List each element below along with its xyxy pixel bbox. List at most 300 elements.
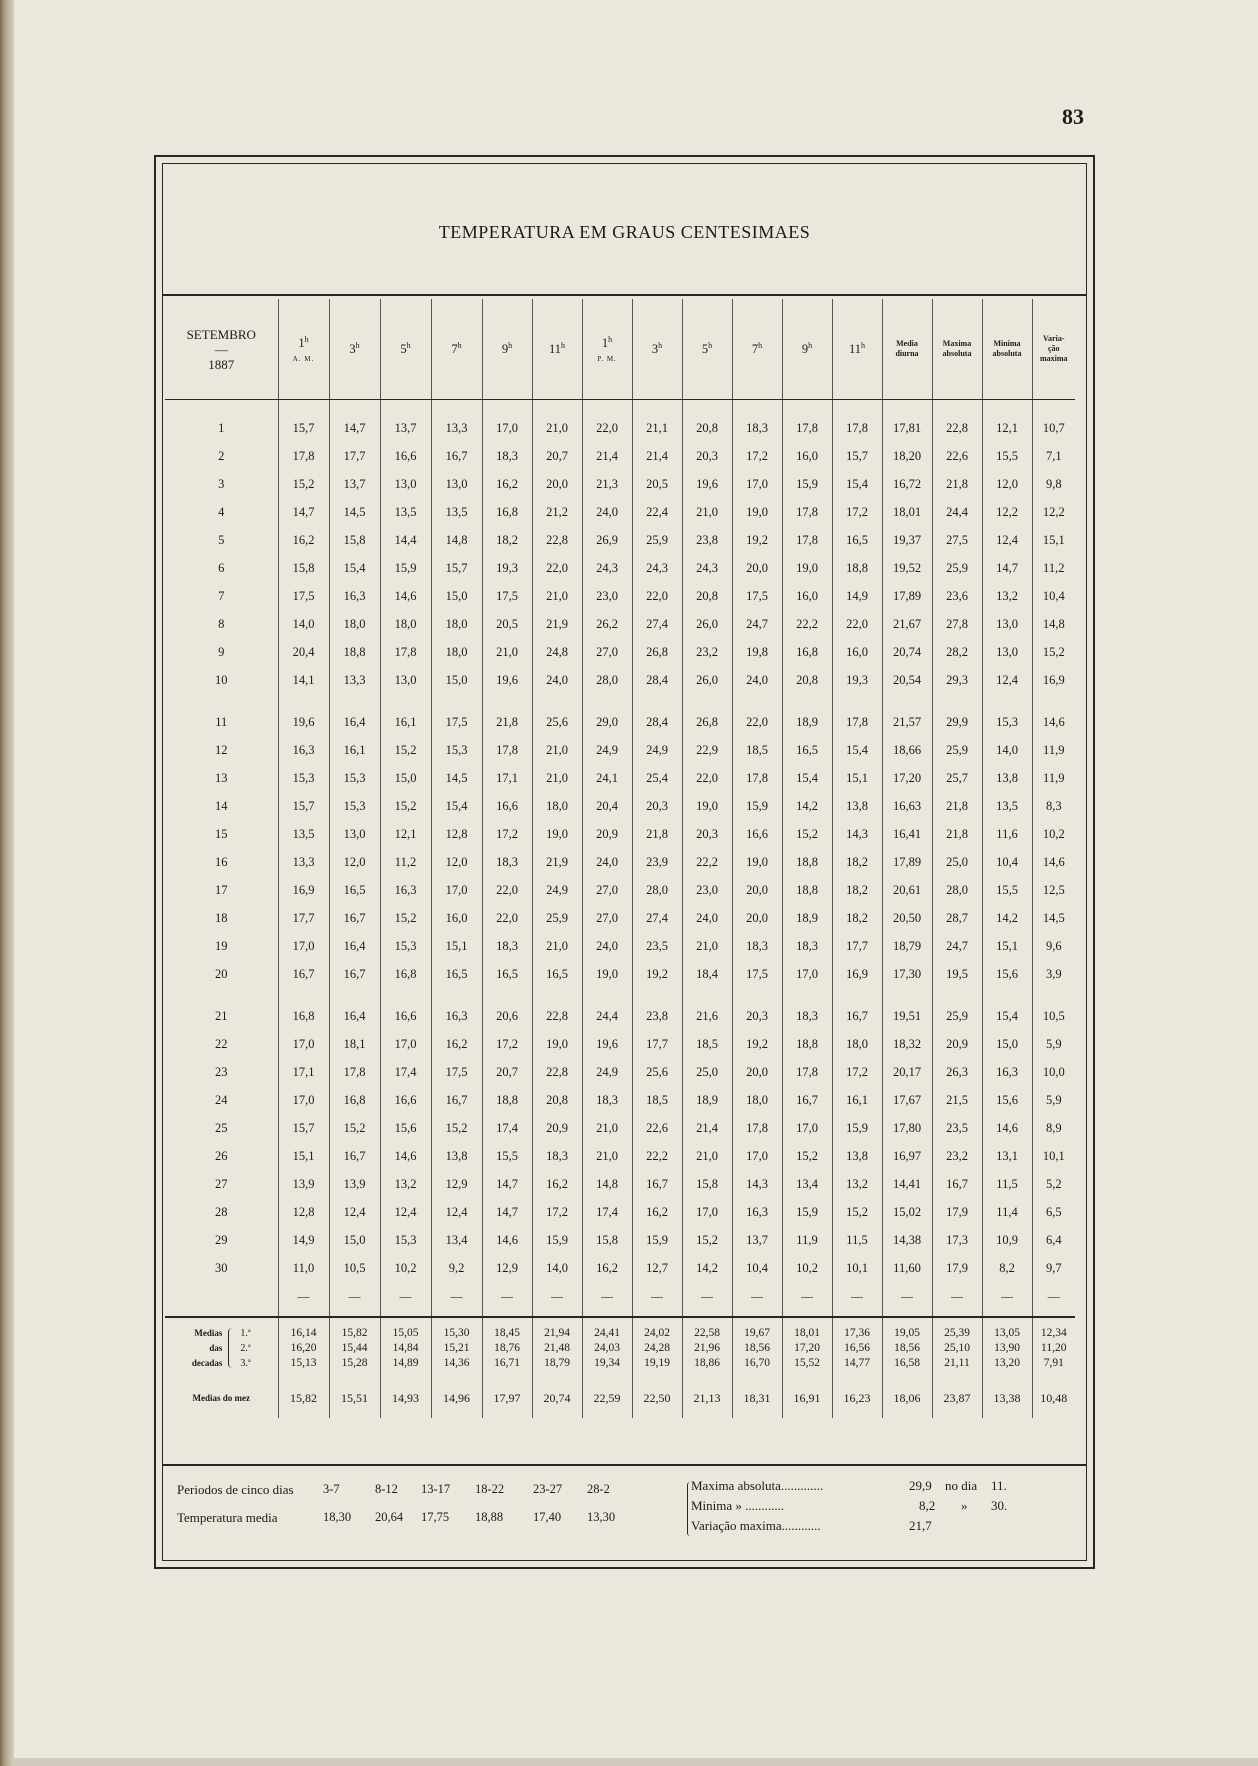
month-mean-value: 22,59 <box>582 1378 632 1418</box>
value-cell: 15,3 <box>431 736 482 764</box>
value-cell: 20,3 <box>632 792 682 820</box>
decade-values-cell <box>782 1317 832 1378</box>
decade-value: 11,20 <box>1041 1341 1067 1354</box>
value-cell: 17,0 <box>732 1142 782 1170</box>
value-cell: 13,5 <box>380 498 431 526</box>
dash-cell <box>165 1282 278 1310</box>
temperatura-media-value: 18,30 <box>323 1510 352 1524</box>
value-cell: 24,1 <box>582 764 632 792</box>
value-cell: 15,9 <box>782 470 832 498</box>
value-cell: 19,0 <box>782 554 832 582</box>
day-cell: 26 <box>215 1148 228 1163</box>
value-cell: 15,3 <box>329 792 380 820</box>
value-cell: 11,2 <box>380 848 431 876</box>
value-cell: 24,7 <box>732 610 782 638</box>
month-mean-value: 18,31 <box>732 1378 782 1418</box>
decades-label: decadas <box>191 1357 223 1368</box>
value-cell: 18,8 <box>782 876 832 904</box>
decade-value: 18,56 <box>894 1341 920 1354</box>
value-cell: 16,4 <box>329 708 380 736</box>
value-cell: 19,0 <box>732 848 782 876</box>
value-cell: 17,8 <box>732 1114 782 1142</box>
table-row <box>165 1226 1075 1254</box>
decade-value: 13,05 <box>994 1326 1020 1339</box>
media-header: Media diurna <box>882 299 932 400</box>
value-cell: 10,4 <box>732 1254 782 1282</box>
table-row <box>165 554 1075 582</box>
value-cell: 11,6 <box>982 820 1032 848</box>
value-cell: 14,2 <box>682 1254 732 1282</box>
value-cell: 15,2 <box>782 820 832 848</box>
value-cell: 18,4 <box>682 960 732 988</box>
temperatura-media-value: 20,64 <box>375 1510 404 1524</box>
value-cell: 19,2 <box>732 1030 782 1058</box>
value-cell: 20,7 <box>482 1058 532 1086</box>
decade-value: 19,19 <box>644 1356 670 1369</box>
hour-header: 11$^h$ <box>532 299 582 400</box>
dash-cell: — <box>732 1282 782 1310</box>
value-cell: 24,0 <box>582 498 632 526</box>
value-cell: 28,4 <box>632 708 682 736</box>
value-cell: 15,2 <box>682 1226 732 1254</box>
day-cell: 29 <box>215 1232 228 1247</box>
value-cell: 15,7 <box>832 442 882 470</box>
header-row <box>165 299 1075 400</box>
spacer-cell <box>982 400 1032 415</box>
decade-values-cell <box>278 1317 329 1378</box>
spacer-cell <box>532 988 582 1002</box>
value-cell: 17,8 <box>782 498 832 526</box>
decade-value: 15,44 <box>341 1341 368 1354</box>
value-cell: 3,9 <box>1032 960 1075 988</box>
value-cell: 16,8 <box>782 638 832 666</box>
value-cell: 21,0 <box>682 932 732 960</box>
value-cell: 18,2 <box>832 904 882 932</box>
month-mean-value: 16,91 <box>782 1378 832 1418</box>
value-cell: 17,2 <box>482 820 532 848</box>
hour-header: 3$^h$ <box>329 299 380 400</box>
separator-cell <box>732 1310 782 1317</box>
spacer-cell <box>482 400 532 415</box>
value-cell: 10,9 <box>982 1226 1032 1254</box>
value-cell: 17,2 <box>732 442 782 470</box>
value-cell: 15,4 <box>832 470 882 498</box>
value-cell: 19,0 <box>682 792 732 820</box>
value-cell: 17,5 <box>732 960 782 988</box>
decade-value: 22,58 <box>694 1326 720 1339</box>
value-cell: 13,2 <box>832 1170 882 1198</box>
value-cell: 21,1 <box>632 414 682 442</box>
value-cell: 21,5 <box>932 1086 982 1114</box>
value-cell: 13,2 <box>380 1170 431 1198</box>
decade-value: 21,96 <box>694 1341 720 1354</box>
value-cell: 17,7 <box>632 1030 682 1058</box>
periodo-value: 3-7 <box>323 1482 340 1496</box>
value-cell: 14,2 <box>782 792 832 820</box>
value-cell: 24,3 <box>632 554 682 582</box>
periodos-label: Periodos de cinco dias <box>177 1482 294 1497</box>
value-cell: 23,2 <box>682 638 732 666</box>
temperature-table <box>165 299 1075 1418</box>
value-cell: 22,8 <box>532 1002 582 1030</box>
value-cell: 14,0 <box>532 1254 582 1282</box>
value-cell: 13,3 <box>278 848 329 876</box>
decade-value: 15,52 <box>794 1356 820 1369</box>
spacer-cell <box>482 694 532 708</box>
value-cell: 12,9 <box>482 1254 532 1282</box>
value-cell: 17,3 <box>932 1226 982 1254</box>
month-header <box>165 299 278 400</box>
value-cell: 15,3 <box>380 1226 431 1254</box>
value-cell: 14,3 <box>732 1170 782 1198</box>
spacer-cell <box>882 988 932 1002</box>
value-cell: 18,0 <box>329 610 380 638</box>
value-cell: 18,66 <box>882 736 932 764</box>
value-cell: 15,3 <box>982 708 1032 736</box>
decade-value: 19,05 <box>894 1326 920 1339</box>
value-cell: 20,8 <box>782 666 832 694</box>
value-cell: 16,3 <box>329 582 380 610</box>
spacer-cell <box>1032 988 1075 1002</box>
value-cell: 18,01 <box>882 498 932 526</box>
day-cell: 27 <box>215 1176 228 1191</box>
table-row <box>165 932 1075 960</box>
value-cell: 22,6 <box>932 442 982 470</box>
decade-value: 16,71 <box>494 1356 520 1369</box>
month-mean-value: 16,23 <box>832 1378 882 1418</box>
table-row <box>165 1030 1075 1058</box>
table-row <box>165 414 1075 442</box>
value-cell: 15,4 <box>782 764 832 792</box>
spacer-cell <box>682 694 732 708</box>
value-cell: 10,1 <box>832 1254 882 1282</box>
value-cell: 9,6 <box>1032 932 1075 960</box>
value-cell: 15,1 <box>982 932 1032 960</box>
value-cell: 16,8 <box>329 1086 380 1114</box>
value-cell: 15,02 <box>882 1198 932 1226</box>
value-cell: 21,8 <box>932 792 982 820</box>
decade-value: 18,45 <box>494 1326 520 1339</box>
value-cell: 16,0 <box>782 442 832 470</box>
table-row <box>165 638 1075 666</box>
value-cell: 14,6 <box>482 1226 532 1254</box>
value-cell: 18,1 <box>329 1030 380 1058</box>
minima-day: 30. <box>991 1498 1008 1513</box>
decade-values-cell <box>532 1317 582 1378</box>
value-cell: 8,9 <box>1032 1114 1075 1142</box>
value-cell: 18,9 <box>782 708 832 736</box>
value-cell: 12,4 <box>380 1198 431 1226</box>
value-cell: 24,7 <box>932 932 982 960</box>
value-cell: 16,7 <box>782 1086 832 1114</box>
spacer-cell <box>1032 400 1075 415</box>
value-cell: 15,2 <box>380 904 431 932</box>
value-cell: 24,9 <box>582 1058 632 1086</box>
value-cell: 10,4 <box>982 848 1032 876</box>
value-cell: 16,7 <box>632 1170 682 1198</box>
decades-label: Medias <box>194 1327 223 1338</box>
value-cell: 21,6 <box>682 1002 732 1030</box>
value-cell: 11,4 <box>982 1198 1032 1226</box>
value-cell: 10,4 <box>1032 582 1075 610</box>
spacer-cell <box>431 694 482 708</box>
hour-header: 9$^h$ <box>482 299 532 400</box>
value-cell: 20,3 <box>682 820 732 848</box>
value-cell: 21,4 <box>582 442 632 470</box>
value-cell: 13,0 <box>380 666 431 694</box>
value-cell: 15,8 <box>278 554 329 582</box>
dash-cell: — <box>482 1282 532 1310</box>
value-cell: 14,6 <box>380 1142 431 1170</box>
spacer-cell <box>632 988 682 1002</box>
value-cell: 20,9 <box>582 820 632 848</box>
value-cell: 18,8 <box>329 638 380 666</box>
value-cell: 18,32 <box>882 1030 932 1058</box>
value-cell: 14,5 <box>431 764 482 792</box>
value-cell: 15,1 <box>1032 526 1075 554</box>
value-cell: 11,5 <box>982 1170 1032 1198</box>
value-cell: 19,5 <box>932 960 982 988</box>
variacao-maxima-value: 21,7 <box>909 1518 932 1533</box>
decade-value: 15,13 <box>290 1356 317 1369</box>
value-cell: 8,2 <box>982 1254 1032 1282</box>
month-mean-value: 18,06 <box>882 1378 932 1418</box>
value-cell: 15,8 <box>682 1170 732 1198</box>
decade-value: 25,39 <box>944 1326 970 1339</box>
value-cell: 16,4 <box>329 932 380 960</box>
value-cell: 13,0 <box>982 610 1032 638</box>
value-cell: 19,52 <box>882 554 932 582</box>
value-cell: 13,9 <box>278 1170 329 1198</box>
value-cell: 28,4 <box>632 666 682 694</box>
value-cell: 18,8 <box>832 554 882 582</box>
table-row <box>165 1198 1075 1226</box>
value-cell: 23,0 <box>682 876 732 904</box>
value-cell: 17,8 <box>782 414 832 442</box>
value-cell: 15,4 <box>982 1002 1032 1030</box>
spacer-cell <box>832 694 882 708</box>
maxima-day: 11. <box>991 1478 1007 1493</box>
value-cell: 17,1 <box>482 764 532 792</box>
value-cell: 17,20 <box>882 764 932 792</box>
month-means-row <box>165 1378 1075 1418</box>
value-cell: 14,4 <box>380 526 431 554</box>
spacer-cell <box>532 694 582 708</box>
value-cell: 28,2 <box>932 638 982 666</box>
table-row <box>165 1114 1075 1142</box>
value-cell: 18,5 <box>732 736 782 764</box>
decade-value: 24,02 <box>644 1326 670 1339</box>
table-title: TEMPERATURA EM GRAUS CENTESIMAES <box>438 222 811 242</box>
page <box>14 0 1258 1758</box>
value-cell: 17,5 <box>431 1058 482 1086</box>
value-cell: 16,3 <box>982 1058 1032 1086</box>
value-cell: 18,79 <box>882 932 932 960</box>
value-cell: 15,2 <box>278 470 329 498</box>
day-cell: 19 <box>215 938 228 953</box>
value-cell: 23,5 <box>932 1114 982 1142</box>
value-cell: 18,0 <box>532 792 582 820</box>
value-cell: 15,6 <box>982 960 1032 988</box>
temperatura-media-value: 17,40 <box>533 1510 562 1524</box>
value-cell: 20,8 <box>532 1086 582 1114</box>
spacer-cell <box>278 988 329 1002</box>
value-cell: 20,17 <box>882 1058 932 1086</box>
value-cell: 16,1 <box>380 708 431 736</box>
hour-header: 11$^h$ <box>832 299 882 400</box>
value-cell: 15,7 <box>278 792 329 820</box>
value-cell: 15,7 <box>278 414 329 442</box>
value-cell: 9,2 <box>431 1254 482 1282</box>
value-cell: 18,3 <box>782 932 832 960</box>
month-mean-value: 14,96 <box>431 1378 482 1418</box>
day-cell: 7 <box>218 588 225 603</box>
value-cell: 17,8 <box>329 1058 380 1086</box>
value-cell: 14,6 <box>380 582 431 610</box>
value-cell: 17,0 <box>482 414 532 442</box>
dash-cell: — <box>882 1282 932 1310</box>
value-cell: 21,8 <box>482 708 532 736</box>
value-cell: 22,8 <box>932 414 982 442</box>
decade-values-cell <box>732 1317 782 1378</box>
value-cell: 27,0 <box>582 876 632 904</box>
value-cell: 19,0 <box>532 1030 582 1058</box>
value-cell: 16,8 <box>278 1002 329 1030</box>
value-cell: 16,8 <box>482 498 532 526</box>
spacer-cell <box>329 400 380 415</box>
spacer-cell <box>632 400 682 415</box>
value-cell: 16,2 <box>431 1030 482 1058</box>
value-cell: 18,3 <box>482 442 532 470</box>
day-cell: 17 <box>215 882 228 897</box>
value-cell: 17,0 <box>278 1030 329 1058</box>
value-cell: 11,9 <box>1032 764 1075 792</box>
dash-cell: — <box>278 1282 329 1310</box>
table-row <box>165 1058 1075 1086</box>
value-cell: 16,72 <box>882 470 932 498</box>
decade-value: 21,48 <box>544 1341 570 1354</box>
value-cell: 14,6 <box>1032 708 1075 736</box>
spacer-cell <box>1032 694 1075 708</box>
value-cell: 20,0 <box>732 554 782 582</box>
decade-ordinal: 1.ª <box>240 1327 251 1339</box>
value-cell: 22,9 <box>682 736 732 764</box>
value-cell: 17,9 <box>932 1198 982 1226</box>
value-cell: 18,3 <box>732 932 782 960</box>
day-cell: 4 <box>218 504 225 519</box>
table-row <box>165 708 1075 736</box>
decade-value: 17,20 <box>794 1341 820 1354</box>
decades-brace <box>228 1328 234 1368</box>
decade-value: 12,34 <box>1040 1326 1067 1339</box>
value-cell: 17,2 <box>482 1030 532 1058</box>
spacer-cell <box>782 694 832 708</box>
value-cell: 14,38 <box>882 1226 932 1254</box>
value-cell: 20,5 <box>482 610 532 638</box>
periodo-value: 18-22 <box>475 1482 505 1496</box>
value-cell: 24,3 <box>582 554 632 582</box>
dash-row <box>165 1282 1075 1310</box>
value-cell: 23,5 <box>632 932 682 960</box>
value-cell: 16,3 <box>732 1198 782 1226</box>
value-cell: 13,5 <box>982 792 1032 820</box>
day-cell: 2 <box>218 448 225 463</box>
value-cell: 18,5 <box>632 1086 682 1114</box>
value-cell: 16,97 <box>882 1142 932 1170</box>
spacer-cell <box>982 988 1032 1002</box>
spacer-cell <box>582 988 632 1002</box>
separator-cell <box>582 1310 632 1317</box>
value-cell: 17,0 <box>682 1198 732 1226</box>
value-cell: 25,9 <box>932 1002 982 1030</box>
separator-cell <box>278 1310 329 1317</box>
table-frame-inner <box>162 163 1087 1561</box>
value-cell: 13,1 <box>982 1142 1032 1170</box>
decade-ordinal: 2.ª <box>240 1342 251 1354</box>
value-cell: 21,4 <box>682 1114 732 1142</box>
value-cell: 15,0 <box>431 582 482 610</box>
value-cell: 11,0 <box>278 1254 329 1282</box>
value-cell: 12,4 <box>329 1198 380 1226</box>
value-cell: 5,9 <box>1032 1086 1075 1114</box>
separator-cell <box>431 1310 482 1317</box>
value-cell: 21,67 <box>882 610 932 638</box>
table-row <box>165 666 1075 694</box>
value-cell: 17,8 <box>732 764 782 792</box>
value-cell: 18,0 <box>431 638 482 666</box>
temperatura-media-value: 18,88 <box>475 1510 504 1524</box>
year-label: 1887 <box>208 356 235 372</box>
month-mean-value: 13,38 <box>982 1378 1032 1418</box>
hour-header: 1$^h$ P. M. <box>582 299 632 400</box>
value-cell: 15,8 <box>329 526 380 554</box>
decade-value: 15,82 <box>341 1326 368 1339</box>
value-cell: 25,9 <box>932 554 982 582</box>
day-cell: 25 <box>215 1120 228 1135</box>
value-cell: 15,6 <box>380 1114 431 1142</box>
value-cell: 22,8 <box>532 1058 582 1086</box>
value-cell: 22,0 <box>832 610 882 638</box>
table-row <box>165 1142 1075 1170</box>
value-cell: 24,9 <box>532 876 582 904</box>
value-cell: 12,0 <box>982 470 1032 498</box>
value-cell: 22,0 <box>732 708 782 736</box>
value-cell: 24,0 <box>732 666 782 694</box>
value-cell: 15,3 <box>329 764 380 792</box>
value-cell: 17,5 <box>431 708 482 736</box>
value-cell: 24,3 <box>682 554 732 582</box>
spacer-cell <box>932 400 982 415</box>
month-mean-value: 17,97 <box>482 1378 532 1418</box>
value-cell: 19,37 <box>882 526 932 554</box>
value-cell: 6,5 <box>1032 1198 1075 1226</box>
value-cell: 24,0 <box>582 848 632 876</box>
table-row <box>165 470 1075 498</box>
value-cell: 19,8 <box>732 638 782 666</box>
value-cell: 17,5 <box>278 582 329 610</box>
value-cell: 15,3 <box>380 932 431 960</box>
decade-values-cell <box>380 1317 431 1378</box>
month-mean-value: 22,50 <box>632 1378 682 1418</box>
hour-header: 5$^h$ <box>380 299 431 400</box>
value-cell: 20,6 <box>482 1002 532 1030</box>
spacer-cell <box>532 400 582 415</box>
value-cell: 11,9 <box>782 1226 832 1254</box>
value-cell: 21,8 <box>932 820 982 848</box>
value-cell: 17,67 <box>882 1086 932 1114</box>
decade-values-cell <box>882 1317 932 1378</box>
value-cell: 16,6 <box>380 1002 431 1030</box>
